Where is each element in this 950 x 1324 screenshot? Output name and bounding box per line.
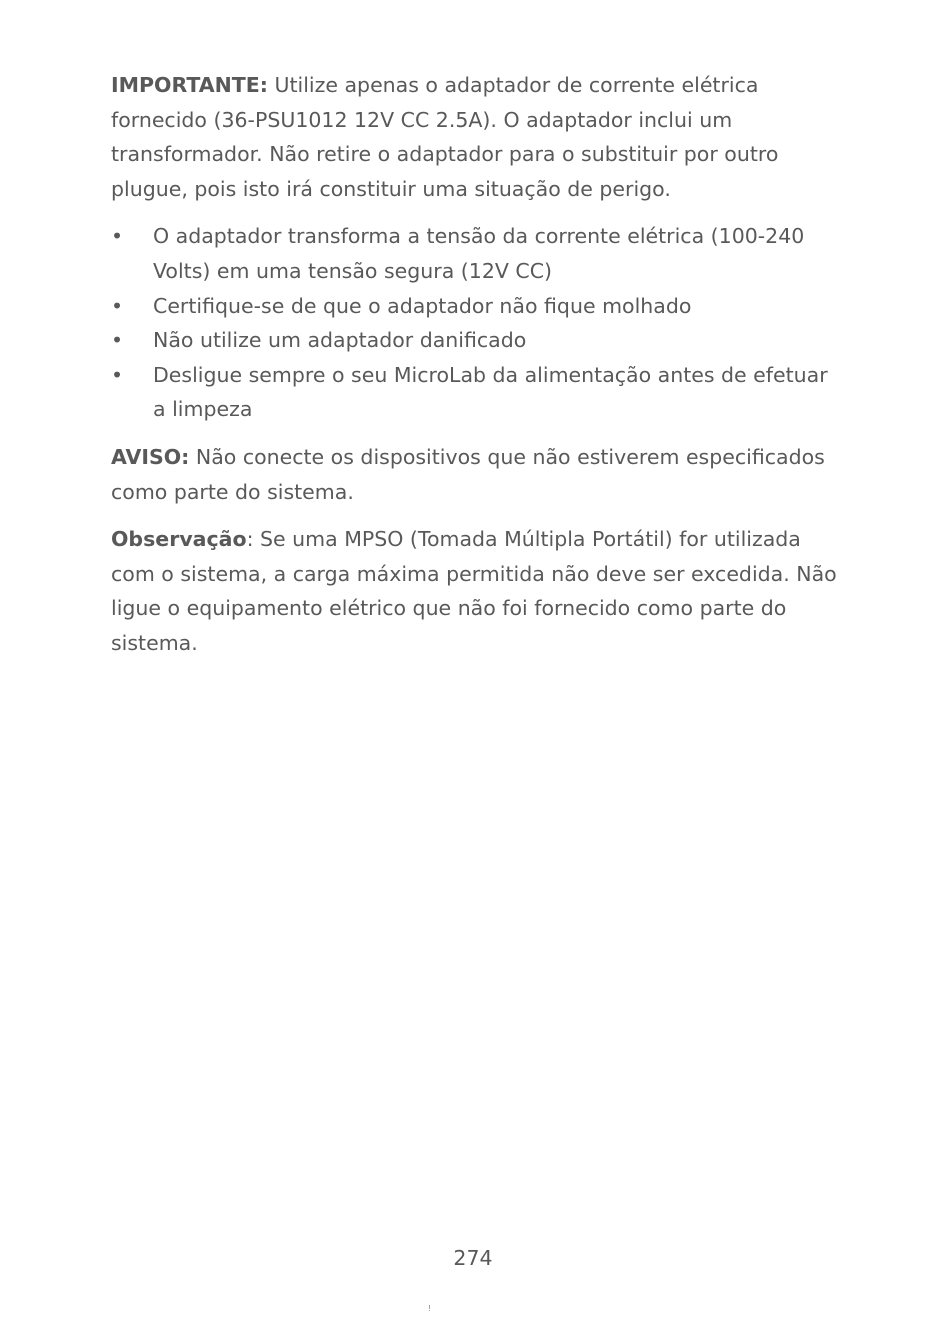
aviso-paragraph [111, 440, 846, 509]
list-item-text: Desligue sempre o seu MicroLab da alimentação antes de efetuar a limpeza [153, 362, 828, 422]
bullet-icon: • [111, 328, 124, 353]
importante-label: IMPORTANTE: [111, 73, 268, 97]
page-number: 274 [453, 1246, 493, 1270]
bullet-icon: • [111, 362, 124, 387]
list-item-text: O adaptador transforma a tensão da corrente elétrica (100-240 Volts) em uma tensão segura (12V CC) [153, 224, 805, 283]
aviso-text: Não conecte os dispositivos que não estiverem especificados como parte do sistema. [111, 444, 825, 504]
list-item-text: Não utilize um adaptador danificado [153, 328, 527, 353]
importante-paragraph [111, 68, 846, 206]
list-item-text: Certifique-se de que o adaptador não fique molhado [153, 293, 692, 318]
list-item [111, 219, 846, 288]
footer-mark: ! [428, 1304, 432, 1313]
observacao-paragraph [111, 522, 846, 660]
observacao-text: : Se uma MPSO (Tomada Múltipla Portátil) for utilizada com o sistema, a carga máxima permitida não deve ser excedida. Não ligue o equipamento elétrico que não foi fornecido como parte do sistema. [111, 527, 837, 655]
bullet-icon: • [111, 224, 124, 249]
safety-bullet-list [111, 219, 846, 427]
list-item [111, 289, 846, 324]
observacao-label: Observação [111, 527, 247, 552]
document-body [111, 68, 846, 661]
importante-text: Utilize apenas o adaptador de corrente elétrica fornecido (36-PSU1012 12V CC 2.5A). O adaptador inclui um transformador. Não retire o adaptador para o substituir por outro plugue, pois isto irá constituir uma situação de perigo. [111, 73, 779, 201]
bullet-icon: • [111, 293, 124, 318]
list-item [111, 323, 846, 358]
aviso-label: AVISO: [111, 444, 190, 469]
list-item [111, 358, 846, 427]
